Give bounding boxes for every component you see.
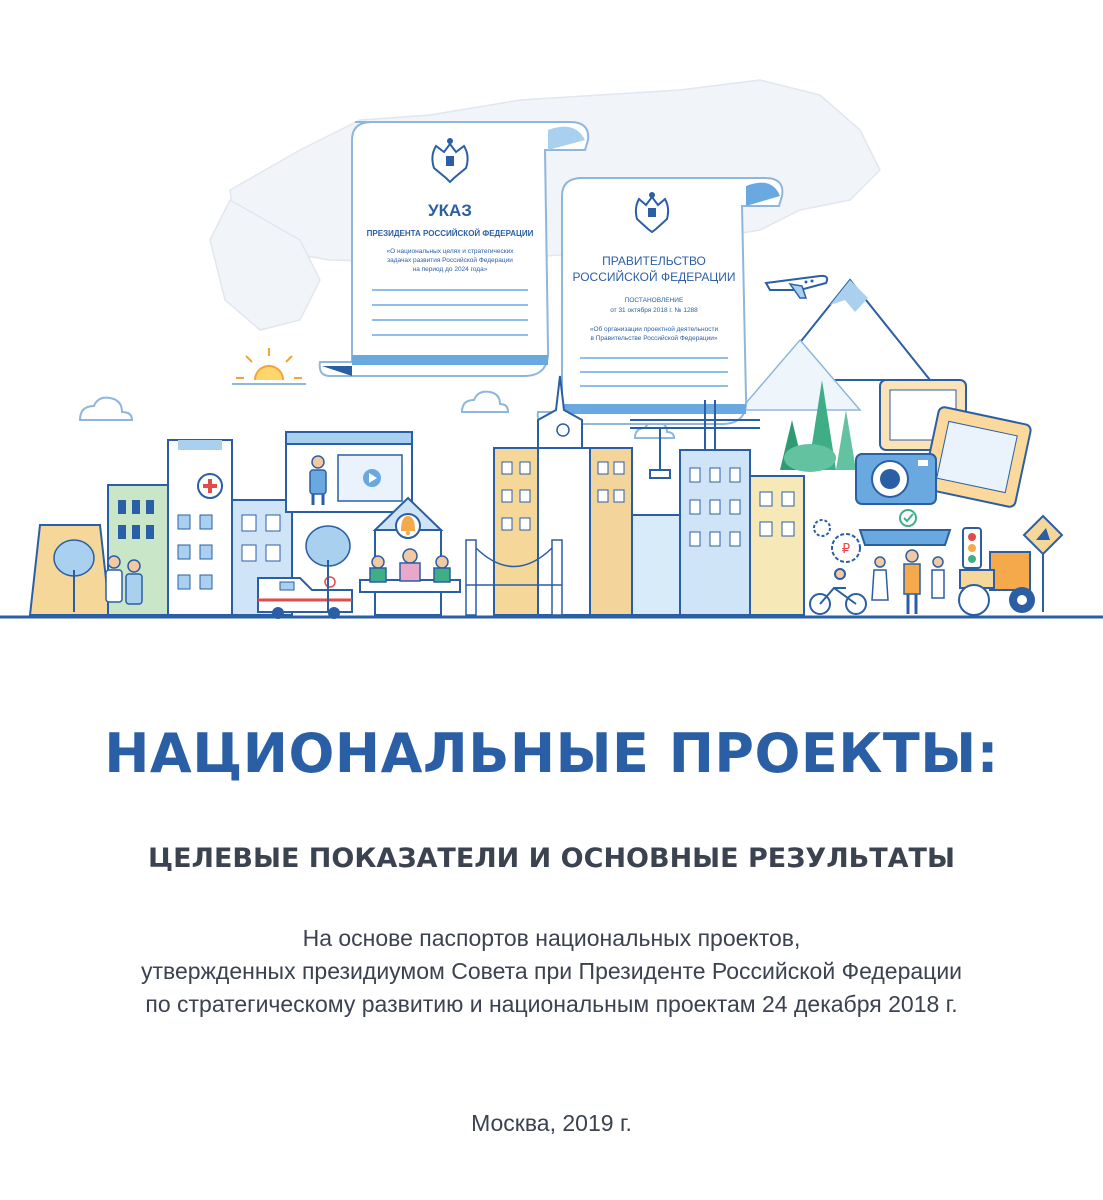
cloud-icon bbox=[462, 392, 508, 412]
ruble-gear-icon bbox=[814, 520, 860, 562]
sun-icon bbox=[232, 348, 306, 384]
bell-icon bbox=[396, 514, 420, 538]
page-title: НАЦИОНАЛЬНЫЕ ПРОЕКТЫ: bbox=[104, 722, 999, 785]
presentation-screen bbox=[286, 432, 412, 512]
decree-issuer: ПРЕЗИДЕНТА РОССИЙСКОЙ ФЕДЕРАЦИИ bbox=[366, 229, 534, 238]
airplane-icon bbox=[766, 276, 827, 298]
description bbox=[0, 922, 1103, 1021]
resolution-type: ПОСТАНОВЛЕНИЕ bbox=[624, 297, 684, 304]
decree-subject-line: «О национальных целях и стратегических bbox=[386, 248, 514, 255]
cloud-icon bbox=[80, 398, 132, 420]
buildings-left bbox=[30, 440, 292, 615]
description-line: утвержденных президиумом Совета при Президенте Российской Федерации bbox=[140, 958, 963, 984]
page-subtitle: ЦЕЛЕВЫЕ ПОКАЗАТЕЛИ И ОСНОВНЫЕ РЕЗУЛЬТАТЫ bbox=[148, 843, 955, 874]
play-icon bbox=[363, 469, 381, 487]
resolution-subject-line: «Об организации проектной деятельности bbox=[589, 326, 719, 333]
resolution-heading-line: РОССИЙСКОЙ ФЕДЕРАЦИИ bbox=[572, 270, 736, 284]
svg-text:₽: ₽ bbox=[841, 542, 851, 557]
camera-icon bbox=[856, 454, 936, 504]
decree-heading: УКАЗ bbox=[428, 201, 472, 220]
resolution-date-number: от 31 октября 2018 г. № 1288 bbox=[610, 307, 698, 314]
imprint: Москва, 2019 г. bbox=[471, 1110, 632, 1136]
ambulance-icon bbox=[258, 577, 352, 619]
decree-subject-line: задачах развития Российской Федерации bbox=[387, 257, 513, 264]
medical-cross-icon bbox=[198, 474, 222, 498]
people bbox=[872, 550, 944, 614]
market-stall bbox=[860, 510, 950, 545]
description-line: по стратегическому развитию и национальным проектам 24 декабря 2018 г. bbox=[145, 991, 958, 1017]
map-background bbox=[230, 80, 880, 262]
decree-subject-line: на период до 2024 года» bbox=[412, 266, 488, 273]
resolution-heading-line: ПРАВИТЕЛЬСТВО bbox=[602, 254, 706, 268]
cyclist bbox=[810, 569, 866, 614]
resolution-subject-line: в Правительстве Российской Федерации» bbox=[590, 335, 718, 342]
description-line: На основе паспортов национальных проектов, bbox=[302, 925, 801, 951]
